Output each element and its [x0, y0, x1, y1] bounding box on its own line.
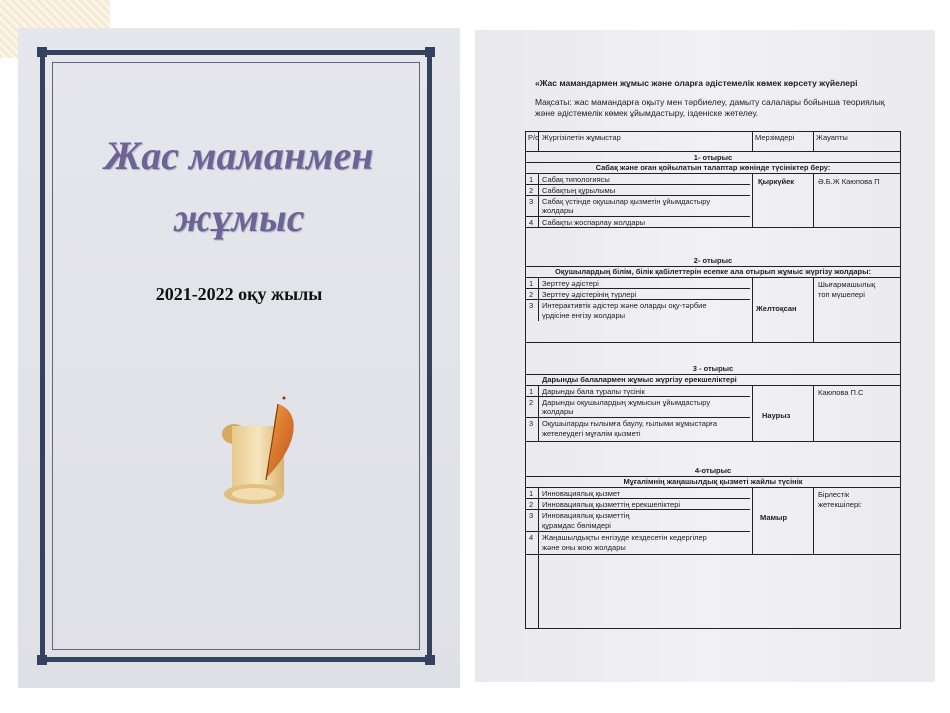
- row-text: Инновациялық қызметтің: [542, 511, 630, 520]
- row-text: Оқушыларды ғылымға баулу, ғылыми жұмыстарға: [542, 419, 718, 428]
- document-page: [475, 30, 935, 682]
- row-text: жолдары: [542, 206, 574, 215]
- document-title: «Жас мамандармен жұмыс және оларға әдістемелік көмек көрсету жүйелері: [535, 78, 858, 88]
- row-text: Сабақ үстінде оқушылар қызметін ұйымдастыру: [542, 197, 711, 206]
- document-goal: [535, 97, 907, 119]
- row-text: Сабақ типологиясы: [542, 175, 610, 184]
- row-number: 2: [529, 186, 534, 195]
- cover-page: [18, 28, 460, 688]
- row-text: және оны жою жолдары: [542, 543, 626, 552]
- session-4-label: 4-отырыс: [694, 466, 732, 475]
- row-text: Сабақты жоспарлау жолдары: [542, 218, 646, 227]
- session-3-label: 3 - отырыс: [692, 364, 734, 373]
- row-number: 2: [529, 290, 534, 299]
- session-1-responsible: Ә.Б.Ж Каюпова П: [818, 177, 880, 186]
- scroll-quill-icon: [214, 394, 314, 514]
- cover-subtitle: 2021-2022 оқу жылы: [155, 284, 323, 304]
- row-text: Дарынды бала туралы түсінік: [542, 387, 645, 396]
- session-1-label: 1- отырыс: [693, 153, 733, 162]
- row-number: 3: [529, 301, 534, 310]
- header-date: Мерзімдері: [755, 133, 795, 142]
- goal-line-2: және әдістемелік көмек ұйымдастыру, ізденіске жетелеу.: [535, 108, 759, 118]
- session-4-responsible: Бірлестік: [818, 490, 850, 499]
- work-plan-table: [525, 131, 901, 629]
- session-2-label: 2- отырыс: [693, 256, 733, 265]
- header-work: Жүргізілетін жұмыстар: [542, 133, 621, 142]
- session-3-topic: Дарынды балалармен жұмыс жүргізу ерекшеліктері: [542, 375, 737, 384]
- row-text: үрдісіне енгізу жолдары: [542, 311, 626, 320]
- row-number: 3: [529, 511, 534, 520]
- session-4-topic: Мұғалімнің жаңашылдық қызметі жайлы түсінік: [623, 477, 803, 486]
- session-2-responsible-2: топ мүшелері: [818, 290, 865, 299]
- cover-title-line2: жұмыс: [173, 195, 305, 240]
- row-number: 4: [529, 533, 534, 542]
- header-num: Р/с: [528, 133, 539, 142]
- row-number: 1: [529, 489, 534, 498]
- session-2-topic: Оқушылардың білім, білік қабілеттерін есепке ала отырып жұмыс жүргізу жолдары:: [554, 267, 872, 276]
- cover-title-line1: Жас маманмен: [104, 133, 374, 178]
- session-3-date: Наурыз: [762, 411, 791, 420]
- row-text: Инновациялық қызмет: [542, 489, 621, 498]
- row-text: Зерттеу әдістері: [542, 279, 599, 288]
- row-number: 2: [529, 500, 534, 509]
- header-responsible: Жауапты: [816, 133, 848, 142]
- row-text: Сабақтың құрылымы: [542, 186, 616, 195]
- session-1-topic: Сабақ және оған қойылатын талаптар жөнінде түсініктер беру:: [595, 163, 831, 172]
- frame-corner: [425, 47, 435, 57]
- frame-corner: [37, 47, 47, 57]
- row-number: 4: [529, 218, 534, 227]
- goal-line-1: Мақсаты: жас мамандарға оқыту мен тәрбиелеу, дамыту салалары бойынша теориялық: [535, 97, 885, 107]
- session-3-responsible: Каюпова П.С: [818, 388, 864, 397]
- row-text: Интерактивтік әдістер және оларды оқу-тәрбие: [542, 301, 707, 310]
- row-number: 1: [529, 175, 534, 184]
- frame-corner: [37, 655, 47, 665]
- row-number: 2: [529, 398, 534, 407]
- row-number: 3: [529, 419, 534, 428]
- row-text: жолдары: [542, 407, 574, 416]
- row-text: Инновациялық қызметтің ерекшеліктері: [542, 500, 681, 509]
- row-text: Дарынды оқушылардың жұмысын ұйымдастыру: [542, 398, 711, 407]
- row-text: құрамдас бөлімдері: [542, 521, 611, 530]
- session-2-responsible: Шығармашылық: [818, 280, 876, 289]
- row-number: 3: [529, 197, 534, 206]
- frame-corner: [425, 655, 435, 665]
- session-4-responsible-2: жетекшілері:: [818, 500, 862, 509]
- session-1-date: Қыркүйек: [758, 177, 795, 186]
- session-4-date: Мамыр: [760, 513, 788, 522]
- row-text: Зерттеу әдістерінің түрлері: [542, 290, 637, 299]
- session-2-date: Желтоқсан: [756, 304, 797, 313]
- row-number: 1: [529, 279, 534, 288]
- row-text: Жаңашылдықты енгізуде кездесетін кедергілер: [542, 533, 707, 542]
- row-number: 1: [529, 387, 534, 396]
- row-text: жетелеудегі мұғалім қызметі: [542, 429, 641, 438]
